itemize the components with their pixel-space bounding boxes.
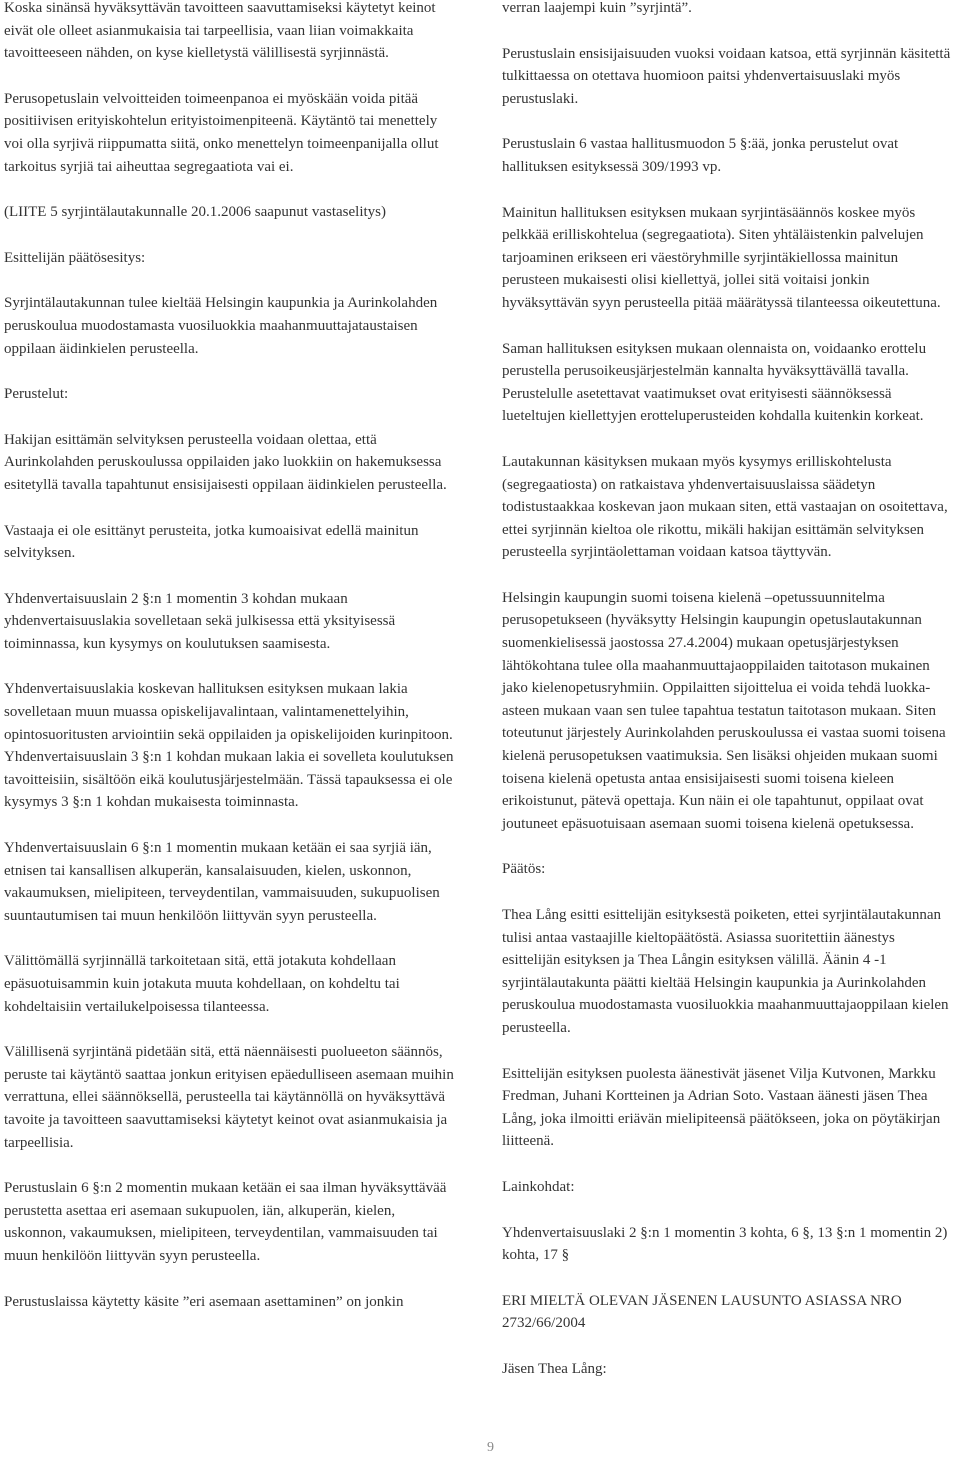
paragraph: Välittömällä syrjinnällä tarkoitetaan sitä, että jotakuta kohdellaan epäsuotuisammin kuin jotakuta muuta kohdellaan, on kohdeltu tai kohdeltaisiin vertailukelpoisessa tilanteessa.	[4, 953, 400, 1015]
section-heading: Esittelijän päätösesitys:	[4, 249, 146, 266]
paragraph: Thea Lång esitti esittelijän esityksestä poiketen, ettei syrjintälautakunnan tulisi antaa vastaajille kieltopäätöstä. Asiassa suoritettiin äänestys esittelijän esityksen ja Thea Långin esityksen välillä. Äänin 4 -1 syrjintälautakunta päätti kieltää Helsingin kaupunkia ja Aurinkolahden peruskoulua muodostamasta vuosiluokkia maahanmuuttajaoppilaan kielen perusteella.	[502, 907, 949, 1036]
paragraph: Koska sinänsä hyväksyttävän tavoitteen saavuttamiseksi käytetyt keinot eivät ole olleet asianmukaisia tai tarpeellisia, vaan liian voimakkaita tavoitteeseen nähden, on kyse kielletystä välillisestä syrjinnästä.	[4, 0, 436, 62]
section-heading: Päätös:	[502, 861, 546, 878]
paragraph: Perusopetuslain velvoitteiden toimeenpanoa ei myöskään voida pitää positiivisen erityiskohtelun erityistoimenpiteenä. Käytäntö tai menettely voi olla syrjivä riippumatta siitä, onko menettelyn toimeenpanijalla ollut tarkoitus syrjiä tai aiheuttaa segregaatiota vai ei.	[4, 90, 439, 175]
paragraph: Perustuslaissa käytetty käsite ”eri asemaan asettaminen” on jonkin	[4, 1293, 404, 1310]
paragraph: Yhdenvertaisuuslakia koskevan hallituksen esityksen mukaan lakia sovelletaan muun muassa opiskelijavalintaan, valintamenettelyihin, opintosuoritusten arviointiin sekä oppilaiden ja opiskelijoiden kurinpitoon. Yhdenvertaisuuslain 3 §:n 1 kohdan mukaan lakia ei sovelleta koulutuksen tavoitteisiin, sisältöön eikä koulutusjärjestelmään. Tässä tapauksessa ei ole kysymys 3 §:n 1 kohdan mukaisesta toiminnasta.	[4, 681, 454, 811]
paragraph: Yhdenvertaisuuslain 2 §:n 1 momentin 3 kohdan mukaan yhdenvertaisuuslakia sovelletaan sekä julkisessa että yksityisessä toiminnassa, kun kysymys on koulutuksen saamisesta.	[4, 590, 396, 652]
paragraph: Mainitun hallituksen esityksen mukaan syrjintäsäännös koskee myös pelkkää erilliskohtelua (segregaatiota). Siten yhtäläistenkin palvelujen tarjoaminen erikseen eri väestöryhmille syrjintäkiellossa mainitun perusteen mukaisesti olisi kiellettyä, jollei sitä voitaisi jonkin hyväksyttävän syyn perusteella pitää määrätyssä tilanteessa oikeutettuna.	[502, 204, 941, 311]
paragraph: Perustuslain 6 vastaa hallitusmuodon 5 §:ää, jonka perustelut ovat hallituksen esityksessä 309/1993 vp.	[502, 136, 899, 175]
paragraph: Saman hallituksen esityksen mukaan olennaista on, voidaanko erottelu perustella perusoikeusjärjestelmän kannalta hyväksyttävällä tavalla. Perustelulle asetettavat vaatimukset ovat erityisesti säännöksessä lueteltujen kiellettyjen erotteluperusteiden kohdalla kuitenkin korkeat.	[502, 340, 927, 425]
section-heading: Jäsen Thea Lång:	[502, 1360, 607, 1377]
paragraph: Lautakunnan käsityksen mukaan myös kysymys erilliskohtelusta (segregaatiosta) on ratkaistava yhdenvertaisuuslaissa säädetyn todistustaakkaa koskevan jaon mukaan siten, että vastaajan on osoitettava, ettei syrjinnän kieltoa ole rikottu, mikäli hakijan esittämän selvityksen perusteella syrjintäolettaman voidaan katsoa täyttyvän.	[502, 453, 948, 561]
left-column	[4, 0, 460, 1336]
right-column	[502, 0, 954, 1404]
paragraph: verran laajempi kuin ”syrjintä”.	[502, 0, 692, 16]
paragraph: Perustuslain ensisijaisuuden vuoksi voidaan katsoa, että syrjinnän käsitettä tulkittaessa on otettava huomioon paitsi yhdenvertaisuuslaki myös perustuslaki.	[502, 45, 951, 107]
attachment-reference: (LIITE 5 syrjintälautakunnalle 20.1.2006 saapunut vastaselitys)	[4, 204, 386, 221]
section-heading: ERI MIELTÄ OLEVAN JÄSENEN LAUSUNTO ASIASSA NRO 2732/66/2004	[502, 1292, 902, 1332]
paragraph: Välillisenä syrjintänä pidetään sitä, että näennäisesti puolueeton säännös, peruste tai käytäntö saattaa jonkun erityisen epäedulliseen asemaan muihin verrattuna, ellei säännöksellä, perusteella tai käytännöllä on hyväksyttävä tavoite ja tavoitteen saavuttamiseksi käytetyt keinot ovat asianmukaisia ja tarpeellisia.	[4, 1044, 454, 1151]
paragraph: Vastaaja ei ole esittänyt perusteita, jotka kumoaisivat edellä mainitun selvityksen.	[4, 522, 419, 562]
section-heading: Lainkohdat:	[502, 1178, 575, 1195]
paragraph: Helsingin kaupungin suomi toisena kielenä –opetussuunnitelma perusopetukseen (hyväksytty Helsingin kaupungin opetuslautakunnan suomenkielisessä jaostossa 27.4.2004) mukaan opetusjärjestyksen lähtökohtana tulee olla maahanmuuttajaoppilaiden taitotason mukainen jako kielenopetusryhmiin. Oppilaitten sijoittelua ei voida tehdä luokka-asteen mukaan vaan sen tulee tapahtua testatun taitotason mukaan. Siten toteutunut järjestely Aurinkolahden peruskoulussa ei vastaa suomi toisena kielenä perusopetuksen vaatimuksia. Sen lisäksi ohjeiden mukaan suomi toisena kielenä opetusta antaa ensisijaisesti suomi toisena kieleen erikoistunut, pätevä opettaja. Kun näin ei ole tapahtunut, oppilaat ovat joutuneet epäsuotuisaan asemaan suomi toisena kielenä opetuksessa.	[502, 589, 946, 832]
paragraph: Yhdenvertaisuuslaki 2 §:n 1 momentin 3 kohta, 6 §, 13 §:n 1 momentin 2) kohta, 17 §	[502, 1224, 948, 1264]
section-heading: Perustelut:	[4, 386, 69, 403]
page-number: 9	[487, 1440, 494, 1455]
paragraph: Syrjintälautakunnan tulee kieltää Helsingin kaupunkia ja Aurinkolahden peruskoulua muodostamasta vuosiluokkia maahanmuuttajataustaisen oppilaan äidinkielen perusteella.	[4, 295, 438, 357]
paragraph: Hakijan esittämän selvityksen perusteella voidaan olettaa, että Aurinkolahden peruskoulussa oppilaiden jako luokkiin on hakemuksessa esitetyllä tavalla tapahtunut ensisijaisesti oppilaan äidinkielen perusteella.	[4, 431, 447, 493]
paragraph: Yhdenvertaisuuslain 6 §:n 1 momentin mukaan ketään ei saa syrjiä iän, etnisen tai kansallisen alkuperän, kansalaisuuden, kielen, uskonnon, vakaumuksen, mielipiteen, terveydentilan, vammaisuuden, sukupuolisen suuntautumisen tai muun henkilöön liittyvän syyn perusteella.	[4, 840, 440, 924]
paragraph: Esittelijän esityksen puolesta äänestivät jäsenet Vilja Kutvonen, Markku Fredman, Juhani Kortteinen ja Adrian Soto. Vastaan äänesti jäsen Thea Lång, joka ilmoitti eriävän mielipiteensä päätökseen, joka on pöytäkirjan liitteenä.	[502, 1065, 941, 1150]
paragraph: Perustuslain 6 §:n 2 momentin mukaan ketään ei saa ilman hyväksyttävää perustetta asettaa eri asemaan sukupuolen, iän, alkuperän, kielen, uskonnon, vakaumuksen, mielipiteen, terveydentilan, vammaisuuden tai muun henkilöön liittyvän syyn perusteella.	[4, 1180, 447, 1264]
